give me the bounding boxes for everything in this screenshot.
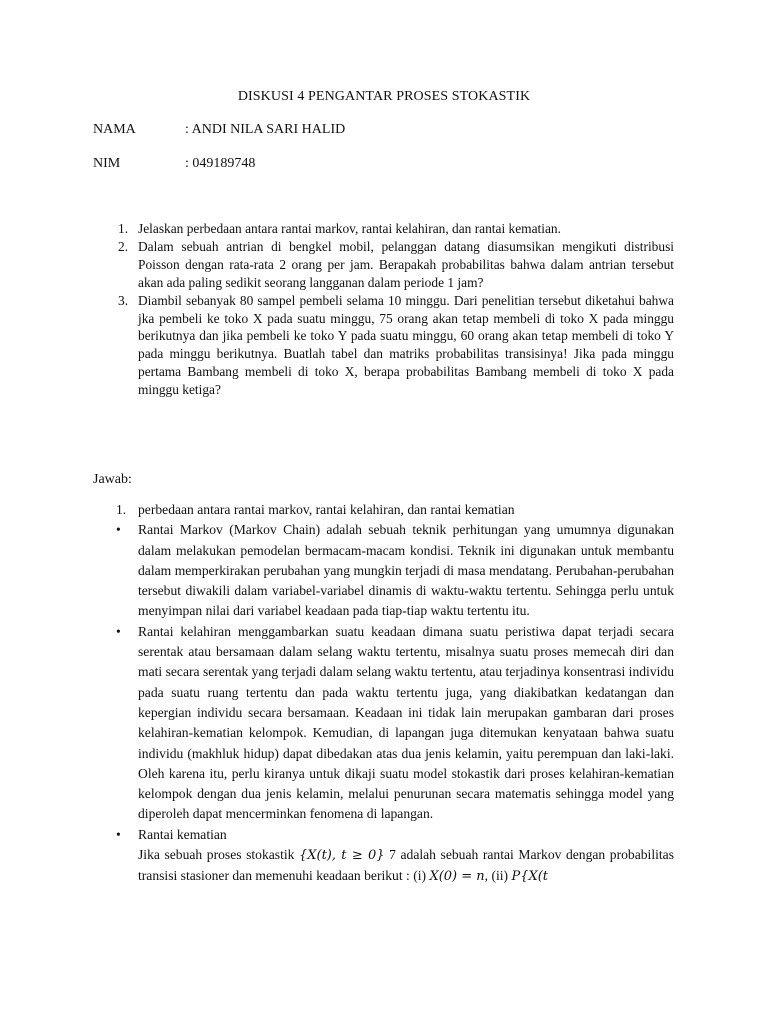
answer-item: [93, 622, 674, 825]
text-fragment: 7 adalah sebuah rantai Markov dengan probabilitas transisi stasioner dan memenuhi keadaan berikut : (i): [138, 847, 674, 884]
nim-value: : 049189748: [185, 156, 256, 171]
question-number: 3.: [118, 292, 129, 308]
name-value: : ANDI NILA SARI HALID: [185, 122, 346, 137]
nim-label: NIM: [93, 156, 121, 171]
text-fragment: Jika sebuah proses stokastik: [138, 847, 299, 863]
answer-text: Rantai Markov (Markov Chain) adalah sebuah teknik perhitungan yang umumnya digunakan dalam melakukan pemodelan bermacam-macam kondisi. Teknik ini digunakan untuk membantu dalam memperkirakan perubahan yang mungkin terjadi di masa mendatang. Perubahan-perubahan tersebut diwakili dalam variabel-variabel dinamis di waktu-waktu tertentu. Sehingga perlu untuk menyimpan nilai dari variabel keadaan pada tiap-tiap waktu tertentu itu.: [138, 522, 674, 619]
math-expression: P{X(t: [511, 869, 549, 885]
answer-list: [93, 500, 674, 888]
answer-item-death-chain: [93, 825, 674, 888]
answer-number: 1.: [116, 502, 127, 517]
question-item: [93, 220, 674, 238]
answer-text: Rantai kelahiran menggambarkan suatu keadaan dimana suatu peristiwa dapat terjadi secara serentak atau bersamaan dalam selang waktu tertentu, misalnya suatu proses memecah diri dan mati secara serentak yang terjadi dalam selang waktu tertentu, atau terjadinya konsentrasi individu pada suatu ruang tertentu dan pada waktu tertentu juga, yang diakibatkan kedatangan dan kepergian individu secara bersamaan. Keadaan ini tidak lain merupakan gambaran dari proses kelahiran-kematian kelompok. Kemudian, di lapangan juga ditemukan kenyataan bahwa suatu individu (makhluk hidup) dapat dibedakan atas dua jenis kelamin, yaitu perempuan dan laki-laki. Oleh karena itu, perlu kiranya untuk dikaji suatu model stokastik dari proses kelahiran-kematian kelompok dengan dua jenis kelamin, melalui penurunan secara matematis sehingga model yang diperoleh dapat mencerminkan fenomena di lapangan.: [138, 623, 674, 822]
question-number: 2.: [118, 238, 129, 254]
answer-text: perbedaan antara rantai markov, rantai kelahiran, dan rantai kematian: [138, 502, 515, 517]
answer-item: [93, 520, 674, 621]
math-expression: {X(t), t ≥ 0}: [298, 848, 385, 864]
death-chain-text: [138, 845, 674, 888]
bullet-icon: •: [116, 522, 121, 538]
death-chain-heading: Rantai kematian: [138, 826, 227, 842]
question-text: Jelaskan perbedaan antara rantai markov, rantai kelahiran, dan rantai kematian.: [138, 221, 561, 236]
question-number: 1.: [118, 221, 129, 236]
name-label: NAMA: [93, 122, 136, 137]
question-item: [93, 292, 674, 399]
document-title: DISKUSI 4 PENGANTAR PROSES STOKASTIK: [237, 89, 531, 104]
answer-item: [93, 500, 674, 520]
bullet-icon: •: [116, 623, 121, 639]
text-fragment: , (ii): [484, 868, 512, 884]
math-expression: X(0) = n: [429, 869, 485, 885]
question-item: [93, 238, 674, 292]
question-list: [93, 220, 674, 399]
answer-heading: Jawab:: [93, 472, 132, 487]
bullet-icon: •: [116, 826, 121, 842]
question-text: Dalam sebuah antrian di bengkel mobil, pelanggan datang diasumsikan mengikuti distribusi Poisson dengan rata-rata 2 orang per jam. Berapakah probabilitas bahwa dalam antrian tersebut akan ada paling sedikit seorang langganan dalam periode 1 jam?: [138, 238, 674, 290]
question-text: Diambil sebanyak 80 sampel pembeli selama 10 minggu. Dari penelitian tersebut diketahui bahwa jka pembeli ke toko X pada suatu minggu, 75 orang akan tetap membeli di toko X pada minggu berikutnya dan jika pembeli ke toko Y pada suatu minggu, 60 orang akan tetap membeli di toko Y pada minggu berikutnya. Buatlah tabel dan matriks probabilitas transisinya! Jika pada minggu pertama Bambang membeli di toko X, berapa probabilitas Bambang membeli di toko X pada minggu ketiga?: [138, 292, 674, 398]
